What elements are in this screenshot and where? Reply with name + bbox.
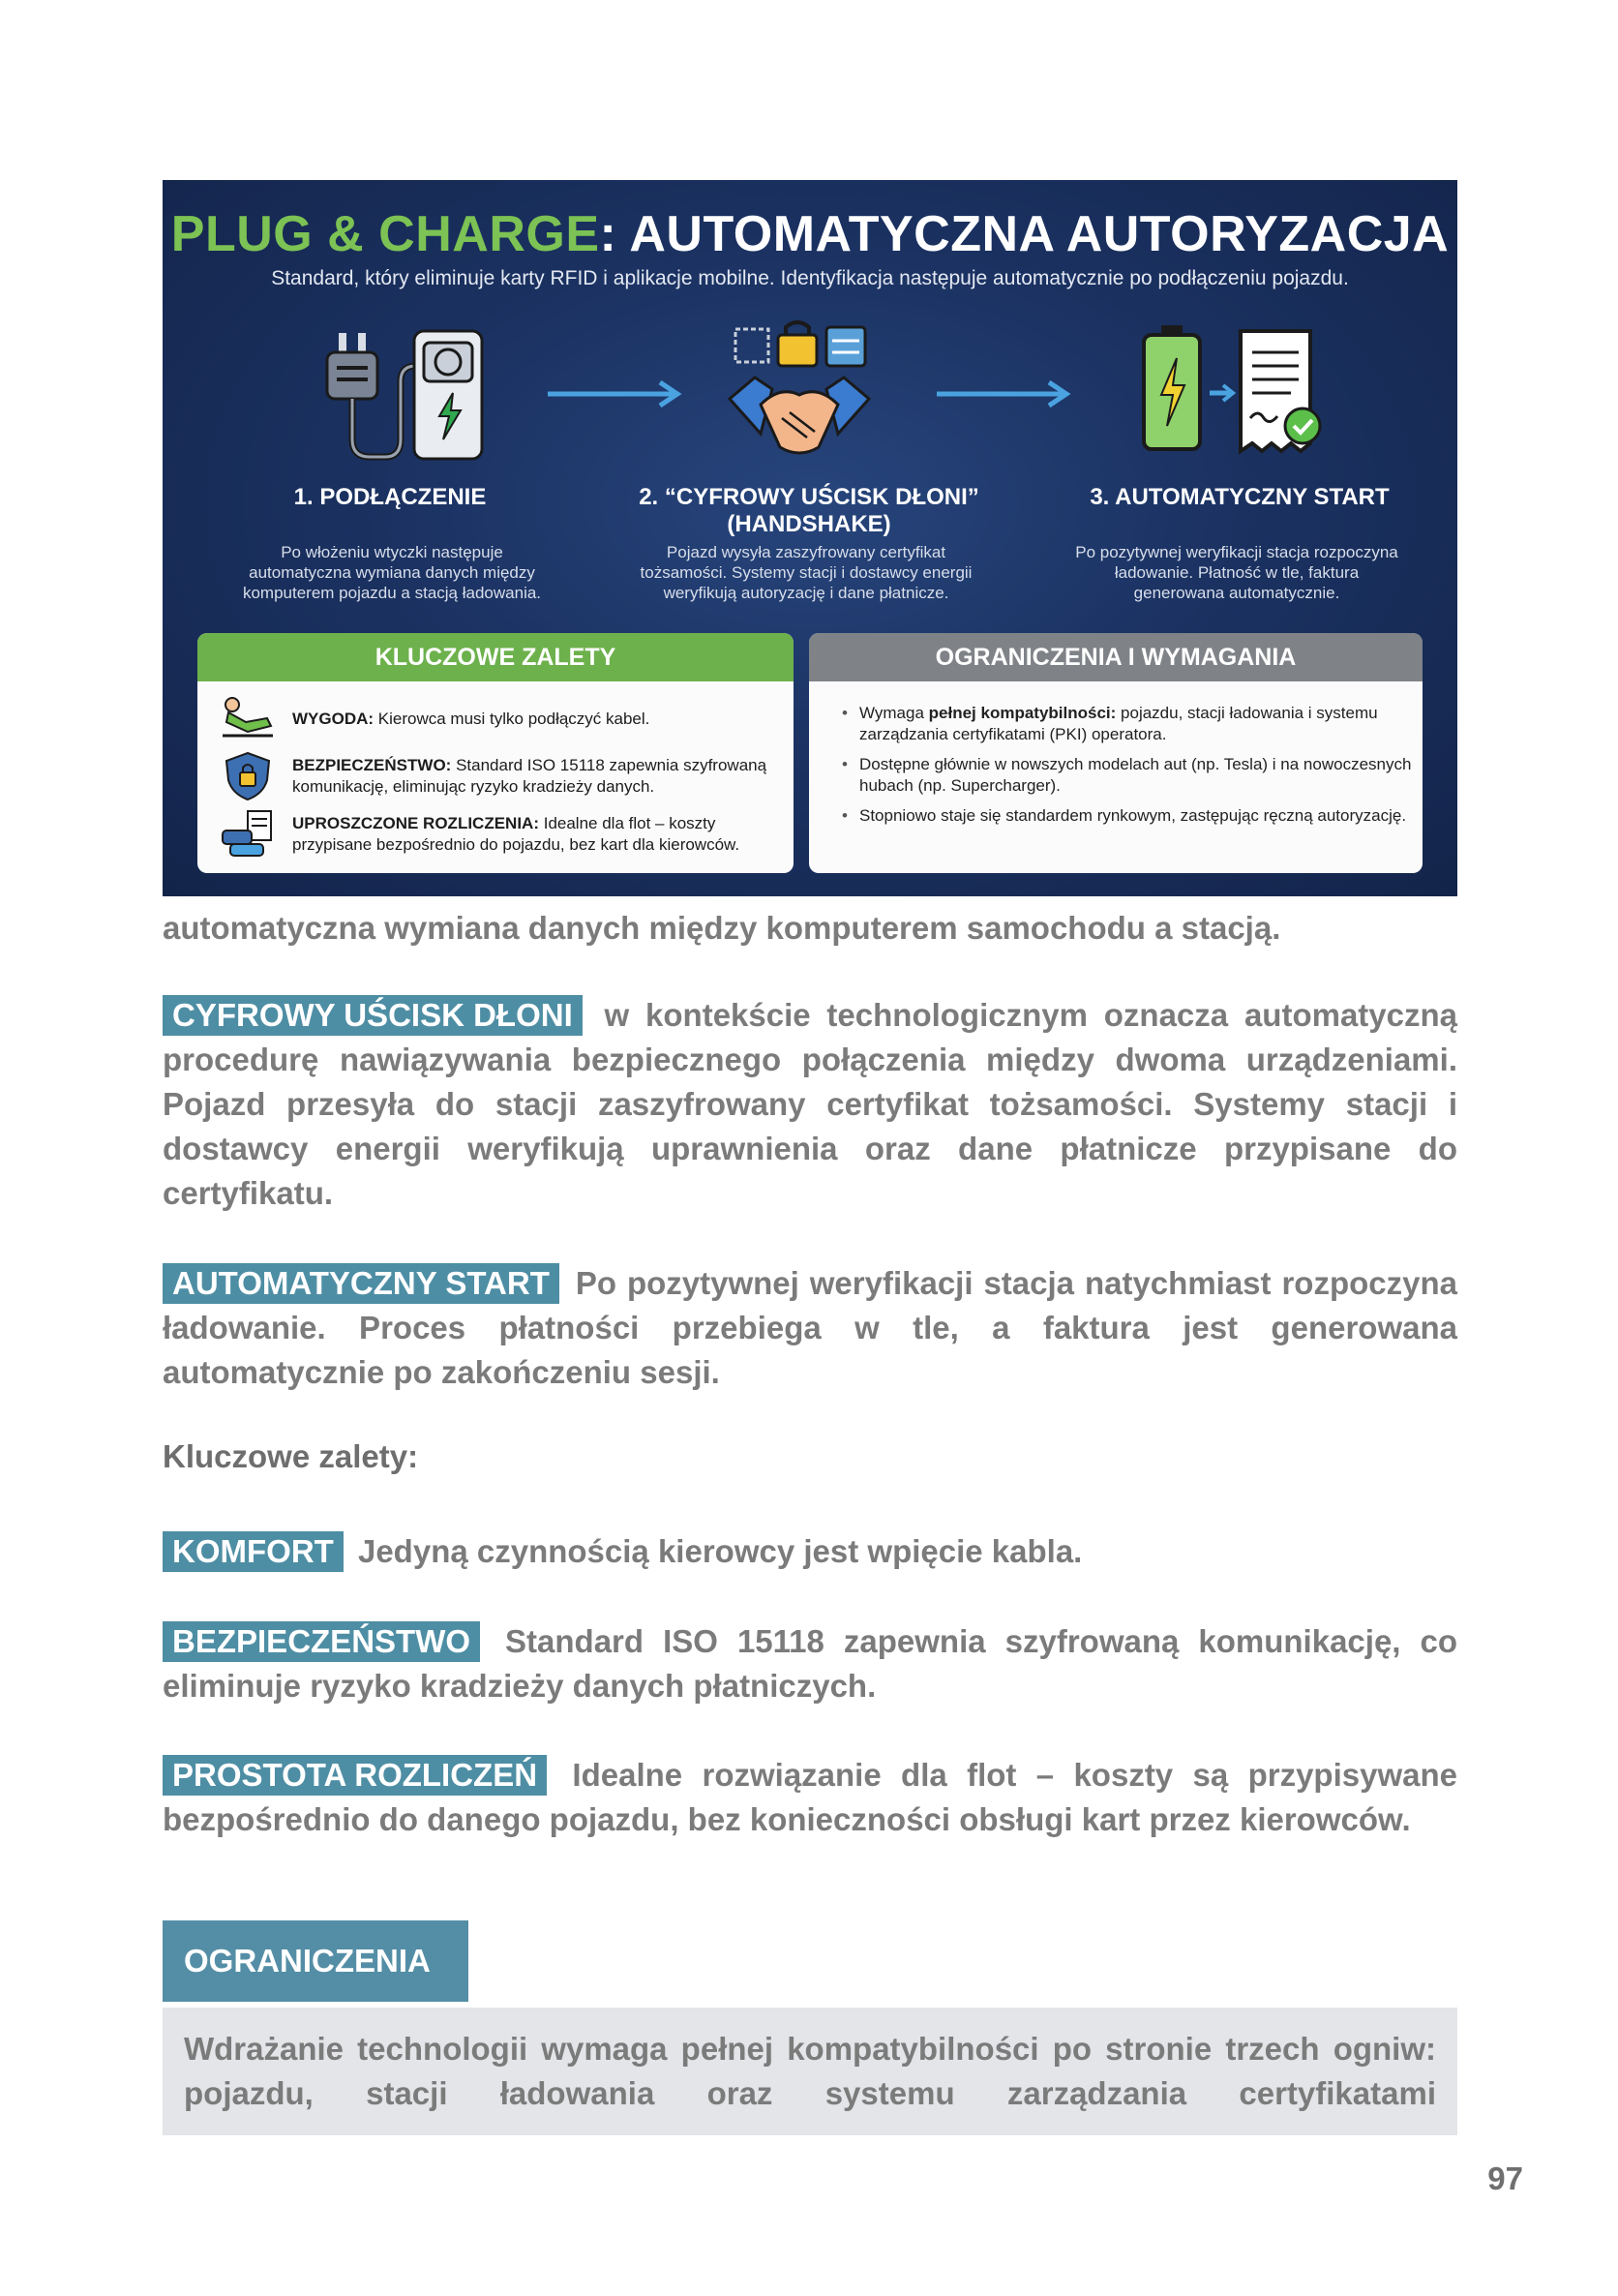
limitations-panel bbox=[809, 633, 1423, 873]
auto-start-paragraph bbox=[163, 1261, 1457, 1395]
comfort-tag: KOMFORT bbox=[163, 1531, 344, 1572]
limitation-bold: pełnej kompatybilności: bbox=[928, 704, 1117, 722]
advantage-label: WYGODA: bbox=[292, 710, 375, 728]
page-number: 97 bbox=[1487, 2160, 1523, 2196]
limitations-header: OGRANICZENIA I WYMAGANIA bbox=[809, 633, 1423, 681]
relax-person-icon bbox=[219, 693, 277, 743]
intro-line: automatyczna wymiana danych między komputerem samochodu a stacją. bbox=[163, 910, 1281, 946]
advantage-description: Idealne dla flot – koszty przypisane bezpośrednio do pojazdu, bez kart dla kierowców. bbox=[292, 814, 740, 854]
key-advantages-header: KLUCZOWE ZALETY bbox=[197, 633, 794, 681]
infographic-title bbox=[163, 205, 1457, 263]
security-text: Standard ISO 15118 zapewnia szyfrowaną komunikację, co eliminuje ryzyko kradzieży danych płatniczych. bbox=[163, 1623, 1457, 1704]
auto-start-tag: AUTOMATYCZNY START bbox=[163, 1263, 559, 1304]
limitations-section-text: Wdrażanie technologii wymaga pełnej kompatybilności po stronie trzech ogniw: pojazdu, stacji ładowania oraz systemu zarządzania certyfikatami bbox=[163, 2008, 1457, 2135]
limitation-item bbox=[842, 703, 1413, 745]
plug-charger-icon bbox=[308, 323, 492, 468]
limitations-section-header: OGRANICZENIA bbox=[163, 1920, 468, 2002]
advantage-text bbox=[292, 813, 786, 856]
infographic-title-highlight: PLUG & CHARGE bbox=[170, 206, 600, 262]
limitation-text: Dostępne głównie w nowszych modelach aut (np. Tesla) i na nowoczesnych hubach (np. Supercharger). bbox=[859, 755, 1412, 795]
handshake-tag: CYFROWY UŚCISK DŁONI bbox=[163, 995, 583, 1036]
auto-start-text: Po pozytywnej weryfikacji stacja natychmiast rozpoczyna ładowanie. Proces płatności przebiega w tle, a faktura jest generowana automatycznie po zakończeniu sesji. bbox=[163, 1265, 1457, 1390]
infographic-subtitle: Standard, który eliminuje karty RFID i aplikacje mobilne. Identyfikacja następuje automatycznie po podłączeniu pojazdu. bbox=[271, 267, 1349, 289]
advantage-item bbox=[219, 693, 780, 743]
limitation-text: Stopniowo staje się standardem rynkowym, zastępując ręczną autoryzację. bbox=[859, 806, 1407, 825]
arrow-right-icon bbox=[937, 379, 1072, 408]
shield-lock-icon bbox=[219, 751, 277, 801]
battery-invoice-icon bbox=[1136, 325, 1330, 461]
limitation-item bbox=[842, 805, 1413, 827]
step-3-title: 3. AUTOMATYCZNY START bbox=[1090, 484, 1390, 510]
limitation-item bbox=[842, 754, 1413, 797]
advantage-description: Kierowca musi tylko podłączyć kabel. bbox=[374, 710, 650, 728]
limitation-text: pojazdu, stacji ładowania i systemu zarządzania certyfikatami (PKI) operatora. bbox=[859, 704, 1378, 743]
step-2-description: Pojazd wysyła zaszyfrowany certyfikat tożsamości. Systemy stacji i dostawcy energii weryfikują autoryzację i dane płatnicze. bbox=[640, 543, 973, 602]
billing-paragraph bbox=[163, 1753, 1457, 1842]
advantage-label: UPROSZCZONE ROZLICZENIA: bbox=[292, 814, 539, 832]
security-tag: BEZPIECZEŃSTWO bbox=[163, 1621, 480, 1662]
key-advantages-panel bbox=[197, 633, 794, 873]
fleet-invoice-icon bbox=[219, 809, 277, 860]
billing-tag: PROSTOTA ROZLICZEŃ bbox=[163, 1755, 547, 1796]
handshake-text: w kontekście technologicznym oznacza automatyczną procedurę nawiązywania bezpiecznego połączenia między dwoma urządzeniami. Pojazd przesyła do stacji zaszyfrowany certyfikat tożsamości. Systemy stacji i dostawcy energii weryfikują uprawnienia oraz dane płatnicze przypisane do certyfikatu. bbox=[163, 997, 1457, 1211]
billing-text: Idealne rozwiązanie dla flot – koszty są przypisywane bezpośrednio do danego pojazdu, bez konieczności obsługi kart przez kierowców. bbox=[163, 1757, 1457, 1837]
handshake-lock-icon bbox=[722, 317, 877, 463]
security-paragraph bbox=[163, 1619, 1457, 1708]
step-3-description: Po pozytywnej weryfikacji stacja rozpoczyna ładowanie. Płatność w tle, faktura generowana automatycznie. bbox=[1075, 543, 1398, 602]
step-2-title: 2. “CYFROWY UŚCISK DŁONI” (HANDSHAKE) bbox=[639, 484, 979, 537]
plug-and-charge-infographic bbox=[163, 180, 1457, 896]
limitation-text: Wymaga bbox=[859, 704, 929, 722]
advantage-text bbox=[292, 709, 649, 730]
step-1-title: 1. PODŁĄCZENIE bbox=[293, 484, 487, 510]
arrow-right-icon bbox=[548, 379, 683, 408]
advantage-label: BEZPIECZEŃSTWO: bbox=[292, 756, 452, 774]
advantage-description: Standard ISO 15118 zapewnia szyfrowaną komunikację, eliminując ryzyko kradzieży danych. bbox=[292, 756, 767, 796]
advantage-item bbox=[219, 809, 780, 865]
comfort-paragraph bbox=[163, 1529, 1457, 1574]
comfort-text: Jedyną czynnością kierowcy jest wpięcie kabla. bbox=[348, 1533, 1083, 1569]
key-advantages-heading: Kluczowe zalety: bbox=[163, 1438, 419, 1474]
limitations-list bbox=[842, 703, 1413, 835]
advantage-item bbox=[219, 751, 780, 801]
step-1-description: Po włożeniu wtyczki następuje automatyczna wymiana danych między komputerem pojazdu a stacją ładowania. bbox=[242, 543, 542, 602]
infographic-title-rest: : AUTOMATYCZNA AUTORYZACJA bbox=[599, 206, 1450, 262]
handshake-paragraph bbox=[163, 993, 1457, 1216]
advantage-text bbox=[292, 755, 776, 798]
